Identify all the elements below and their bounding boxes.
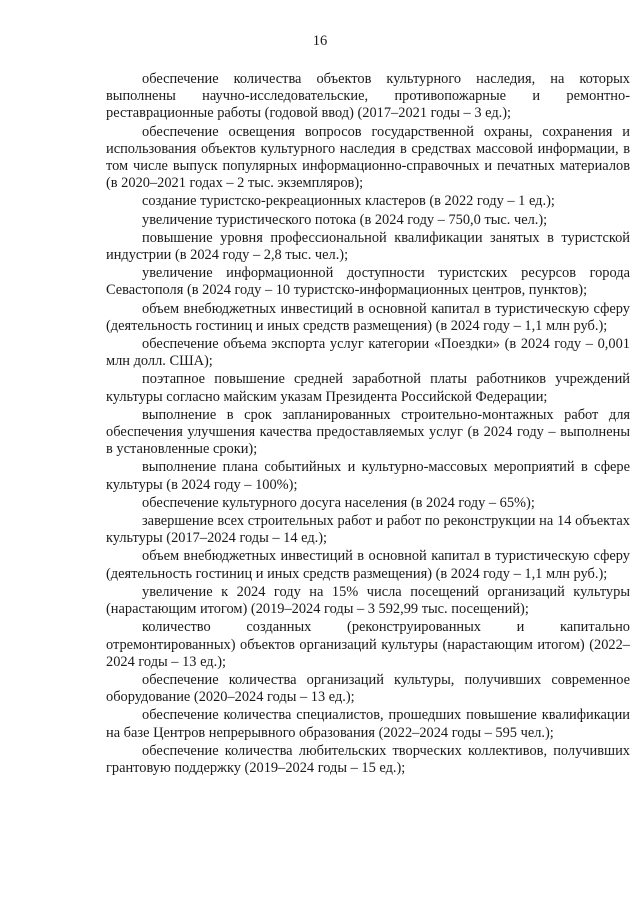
paragraph: завершение всех строительных работ и работ по реконструкции на 14 объектах культуры (2017–2024 годы – 14 ед.);	[106, 513, 630, 547]
paragraph: увеличение информационной доступности туристских ресурсов города Севастополя (в 2024 году – 10 туристско-информационных центров, пунктов);	[106, 265, 630, 299]
paragraph: обеспечение культурного досуга населения (в 2024 году – 65%);	[142, 494, 535, 511]
page-number: 16	[312, 33, 328, 49]
paragraph: количество созданных (реконструированных и капитально отремонтированных) объектов организаций культуры (нарастающим итогом) (2022–2024 годы – 13 ед.);	[106, 619, 630, 670]
paragraph: выполнение в срок запланированных строительно-монтажных работ для обеспечения улучшения качества предоставляемых услуг (в 2024 году – выполнены в установленные сроки);	[106, 406, 630, 458]
paragraph: обеспечение объема экспорта услуг категории «Поездки» (в 2024 году – 0,001 млн долл. США);	[106, 336, 630, 370]
paragraph: поэтапное повышение средней заработной платы работников учреждений культуры согласно майским указам Президента Российской Федерации;	[106, 371, 630, 405]
paragraph: обеспечение количества объектов культурного наследия, на которых выполнены научно-исследовательские, противопожарные и ремонтно-реставрационные работы (годовой ввод) (2017–2021 годы – 3 ед.);	[106, 71, 630, 122]
paragraph: увеличение туристического потока (в 2024 году – 750,0 тыс. чел.);	[142, 211, 548, 228]
paragraph: объем внебюджетных инвестиций в основной капитал в туристическую сферу (деятельность гостиниц и иных средств размещения) (в 2024 году – 1,1 млн руб.);	[106, 548, 630, 582]
paragraph: обеспечение количества организаций культуры, получивших современное оборудование (2020–2024 годы – 13 ед.);	[106, 671, 630, 706]
document-body	[106, 71, 630, 778]
paragraph: создание туристско-рекреационных кластеров (в 2022 году – 1 ед.);	[142, 193, 555, 210]
paragraph: обеспечение количества специалистов, прошедших повышение квалификации на базе Центров непрерывного образования (2022–2024 годы – 595 чел.);	[106, 707, 630, 741]
paragraph: объем внебюджетных инвестиций в основной капитал в туристическую сферу (деятельность гостиниц и иных средств размещения) (в 2024 году – 1,1 млн руб.);	[106, 300, 630, 334]
paragraph: обеспечение освещения вопросов государственной охраны, сохранения и использования объектов культурного наследия в средствах массовой информации, в том числе выпуск популярных информационно-справочных и печатных материалов (в 2020–2021 годах – 2 тыс. экземпляров);	[106, 123, 630, 192]
paragraph: выполнение плана событийных и культурно-массовых мероприятий в сфере культуры (в 2024 году – 100%);	[106, 459, 630, 493]
paragraph: повышение уровня профессиональной квалификации занятых в туристской индустрии (в 2024 году – 2,8 тыс. чел.);	[106, 229, 630, 264]
paragraph: увеличение к 2024 году на 15% числа посещений организаций культуры (нарастающим итогом) (2019–2024 годы – 3 592,99 тыс. посещений);	[106, 583, 630, 618]
paragraph: обеспечение количества любительских творческих коллективов, получивших грантовую поддержку (2019–2024 годы – 15 ед.);	[106, 742, 630, 776]
